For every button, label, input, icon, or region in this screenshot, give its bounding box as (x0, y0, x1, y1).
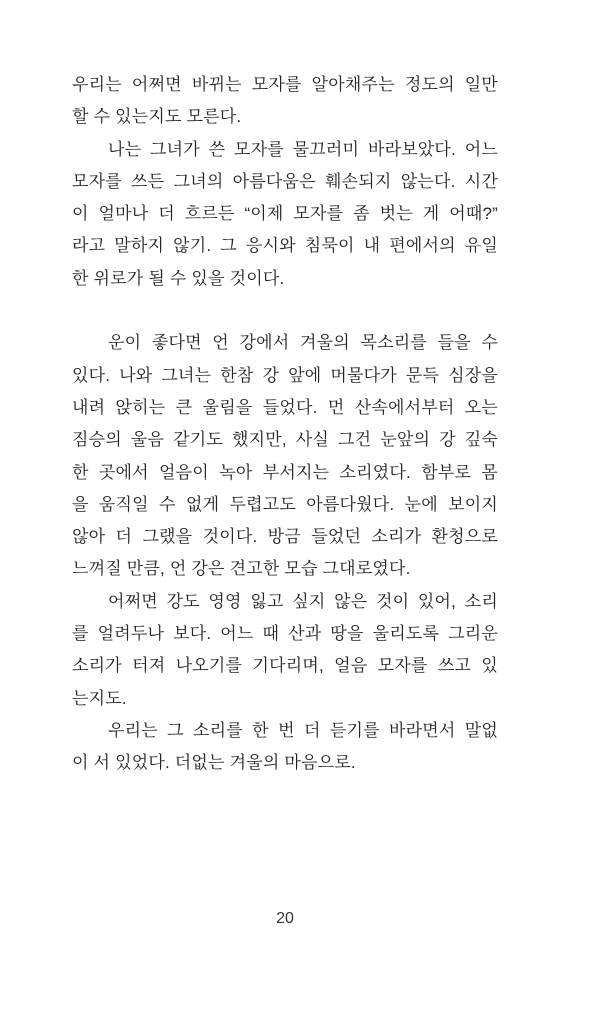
text-line: 이 서 있었다. 더없는 겨울의 마음으로. (72, 753, 356, 773)
page-number: 20 (276, 910, 294, 927)
text-line: 는지도. (72, 688, 127, 708)
text-line: 않아 더 그랬을 것이다. 방금 들었던 소리가 환청으로 (72, 527, 498, 547)
text-line: 한 위로가 될 수 있을 것이다. (72, 268, 285, 288)
text-line: 를 얼려두나 보다. 어느 때 산과 땅을 울리도록 그리운 (72, 624, 498, 644)
text-line: 소리가 터져 나오기를 기다리며, 얼음 모자를 쓰고 있 (72, 656, 498, 676)
text-line: 어쩌면 강도 영영 잃고 싶지 않은 것이 있어, 소리 (108, 591, 498, 611)
paragraph (72, 715, 498, 780)
text-line: 우리는 어쩌면 바뀌는 모자를 알아채주는 정도의 일만 (72, 75, 498, 94)
paragraph (72, 134, 498, 295)
text-line: 느껴질 만큼, 언 강은 견고한 모습 그대로였다. (72, 559, 411, 579)
text-line: 모자를 쓰든 그녀의 아름다움은 훼손되지 않는다. 시간 (72, 171, 498, 191)
text-line: 라고 말하지 않기. 그 응시와 침묵이 내 편에서의 유일 (72, 236, 498, 256)
text-line: 을 움직일 수 없게 두렵고도 아름다웠다. 눈에 보이지 (72, 494, 498, 514)
section-break (72, 295, 498, 327)
paragraph (72, 327, 498, 585)
text-line: 있다. 나와 그녀는 한참 강 앞에 머물다가 문득 심장을 (72, 365, 498, 385)
text-line: 이 얼마나 더 흐르든 “이제 모자를 좀 벗는 게 어때?” (72, 204, 498, 224)
paragraph (72, 586, 498, 715)
text-line: 할 수 있는지도 모른다. (72, 107, 242, 127)
body-text (72, 69, 498, 780)
text-line: 짐승의 울음 같기도 했지만, 사실 그건 눈앞의 강 깊숙 (72, 430, 498, 450)
text-line: 우리는 그 소리를 한 번 더 듣기를 바라면서 말없 (108, 720, 498, 740)
paragraph (72, 69, 498, 134)
text-line: 나는 그녀가 쓴 모자를 물끄러미 바라보았다. 어느 (108, 139, 498, 159)
text-line: 한 곳에서 얼음이 녹아 부서지는 소리였다. 함부로 몸 (72, 462, 498, 482)
text-line: 운이 좋다면 언 강에서 겨울의 목소리를 들을 수 (108, 333, 498, 353)
text-line: 내려 앉히는 큰 울림을 들었다. 먼 산속에서부터 오는 (72, 397, 498, 417)
